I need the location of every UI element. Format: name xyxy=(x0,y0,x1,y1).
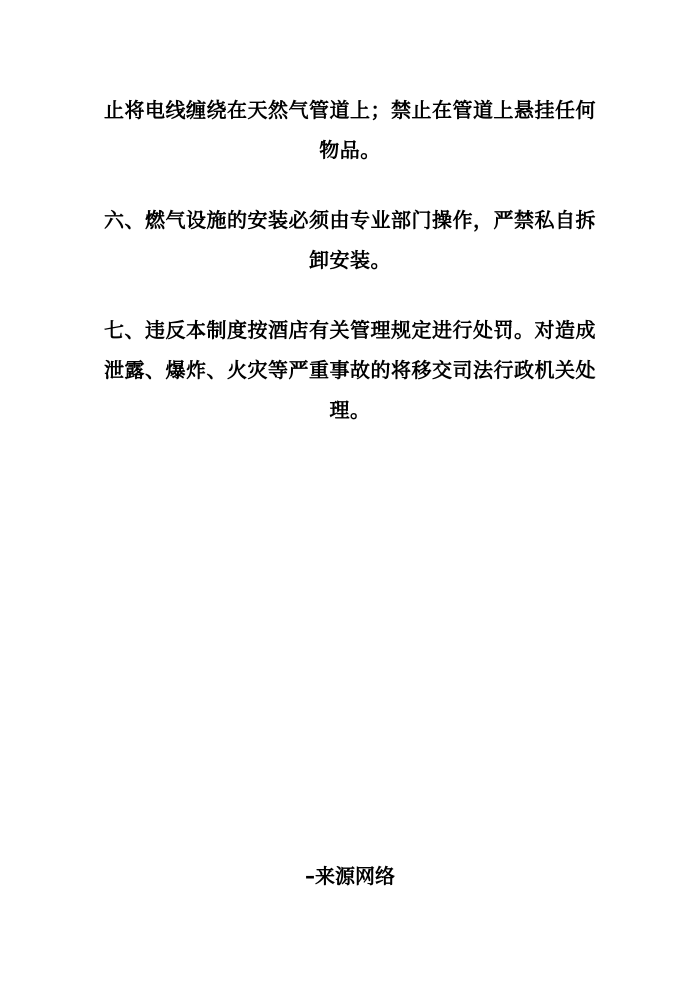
source-footer: –来源网络 xyxy=(305,864,395,888)
paragraph-gas-pipe-rule: 止将电线缠绕在天然气管道上；禁止在管道上悬挂任何物品。 xyxy=(104,98,596,162)
paragraph-rule-seven: 七、违反本制度按酒店有关管理规定进行处罚。对造成泄露、爆炸、火灾等严重事故的将移交司法行政机关处理。 xyxy=(104,318,596,422)
paragraph-rule-six: 六、燃气设施的安装必须由专业部门操作，严禁私自拆卸安装。 xyxy=(104,208,596,272)
